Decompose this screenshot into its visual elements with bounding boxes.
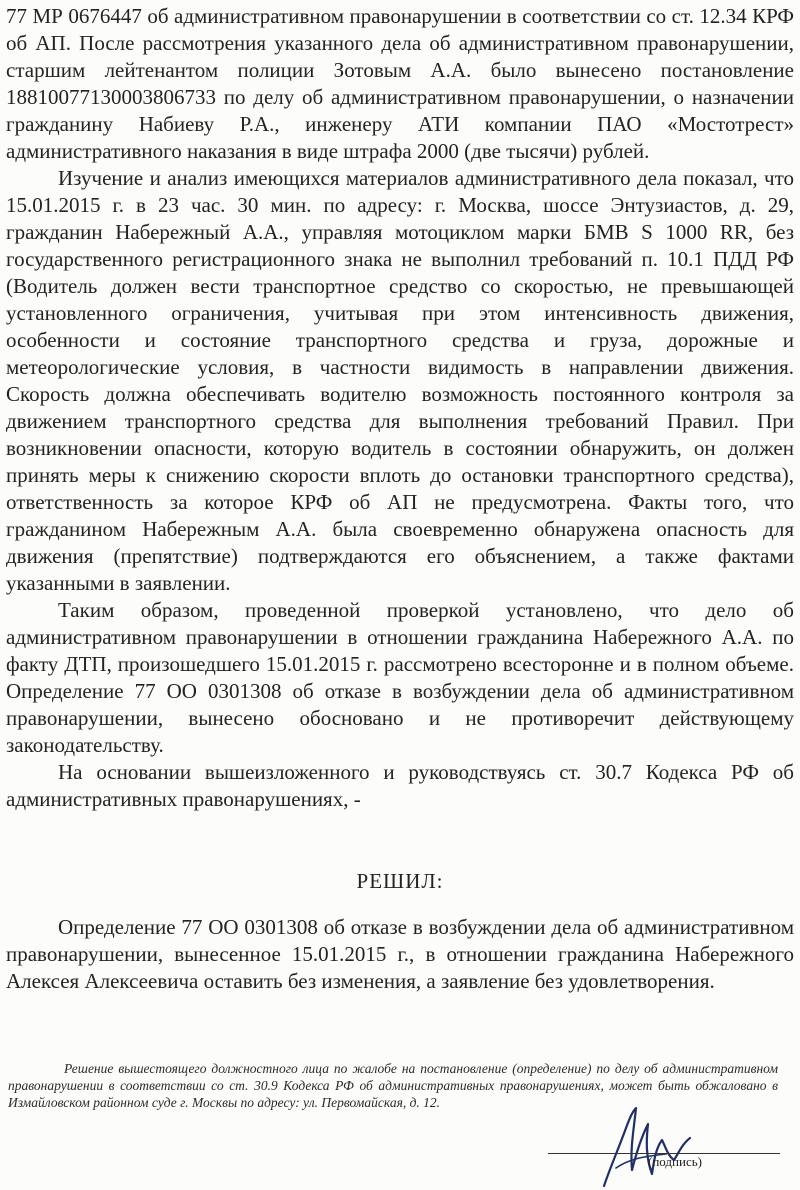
decision-heading: РЕШИЛ: <box>356 869 444 893</box>
paragraph-conclusion: Таким образом, проведенной проверкой установлено, что дело об административном правонарушении в отношении гражданина Набережного А.А. по факту ДТП, произошедшего 15.01.2015 г. рассмотрено всесторонне и в полном объеме. Определение 77 ОО 0301308 об отказе в возбуждении дела об административном правонарушении, вынесено обосновано и не противоречит действующему законодательству. <box>6 598 794 757</box>
document-body <box>6 0 794 993</box>
handwritten-signature <box>596 1098 696 1190</box>
appeal-note: Решение вышестоящего должностного лица по жалобе на постановление (определение) по делу об административном правонарушении в соответствии со ст. 30.9 Кодекса РФ об административных правонарушениях, может быть обжаловано в Измайловском районном суде г. Москвы по адресу: ул. Первомайская, д. 12. <box>8 1060 778 1110</box>
paragraph-case-reference: 77 МР 0676447 об административном правонарушении в соответствии со ст. 12.34 КРФ об АП. После рассмотрения указанного дела об административном правонарушении, старшим лейтенантом полиции Зотовым А.А. было вынесено постановление 18810077130003806733 по делу об административном правонарушении, о назначении гражданину Набиеву Р.А., инженеру АТИ компании ПАО «Мостотрест» административного наказания в виде штрафа 2000 (две тысячи) рублей. <box>6 4 794 163</box>
paragraph-legal-basis: На основании вышеизложенного и руководствуясь ст. 30.7 Кодекса РФ об административных правонарушениях, - <box>6 760 794 811</box>
signature-caption: (подпись) <box>648 1154 702 1169</box>
paragraph-decision: Определение 77 ОО 0301308 об отказе в возбуждении дела об административном правонарушении, вынесенное 15.01.2015 г., в отношении гражданина Набережного Алексея Алексеевича оставить без изменения, а заявление без удовлетворения. <box>6 915 794 993</box>
paragraph-analysis: Изучение и анализ имеющихся материалов административного дела показал, что 15.01.2015 г. в 23 час. 30 мин. по адресу: г. Москва, шоссе Энтузиастов, д. 29, гражданин Набережный А.А., управляя мотоциклом марки БМВ S 1000 RR, без государственного регистрационного знака не выполнил требований п. 10.1 ПДД РФ (Водитель должен вести транспортное средство со скоростью, не превышающей установленного ограничения, учитывая при этом интенсивность движения, особенности и состояние транспортного средства и груза, дорожные и метеорологические условия, в частности видимость в направлении движения. Скорость должна обеспечивать водителю возможность постоянного контроля за движением транспортного средства для выполнения требований Правил. При возникновении опасности, которую водитель в состоянии обнаружить, он должен принять меры к снижению скорости вплоть до остановки транспортного средства), ответственность за которое КРФ об АП не предусмотрена. Факты того, что гражданином Набережным А.А. была своевременно обнаружена опасность для движения (препятствие) подтверждаются его объяснением, а также фактами указанными в заявлении. <box>6 166 794 595</box>
